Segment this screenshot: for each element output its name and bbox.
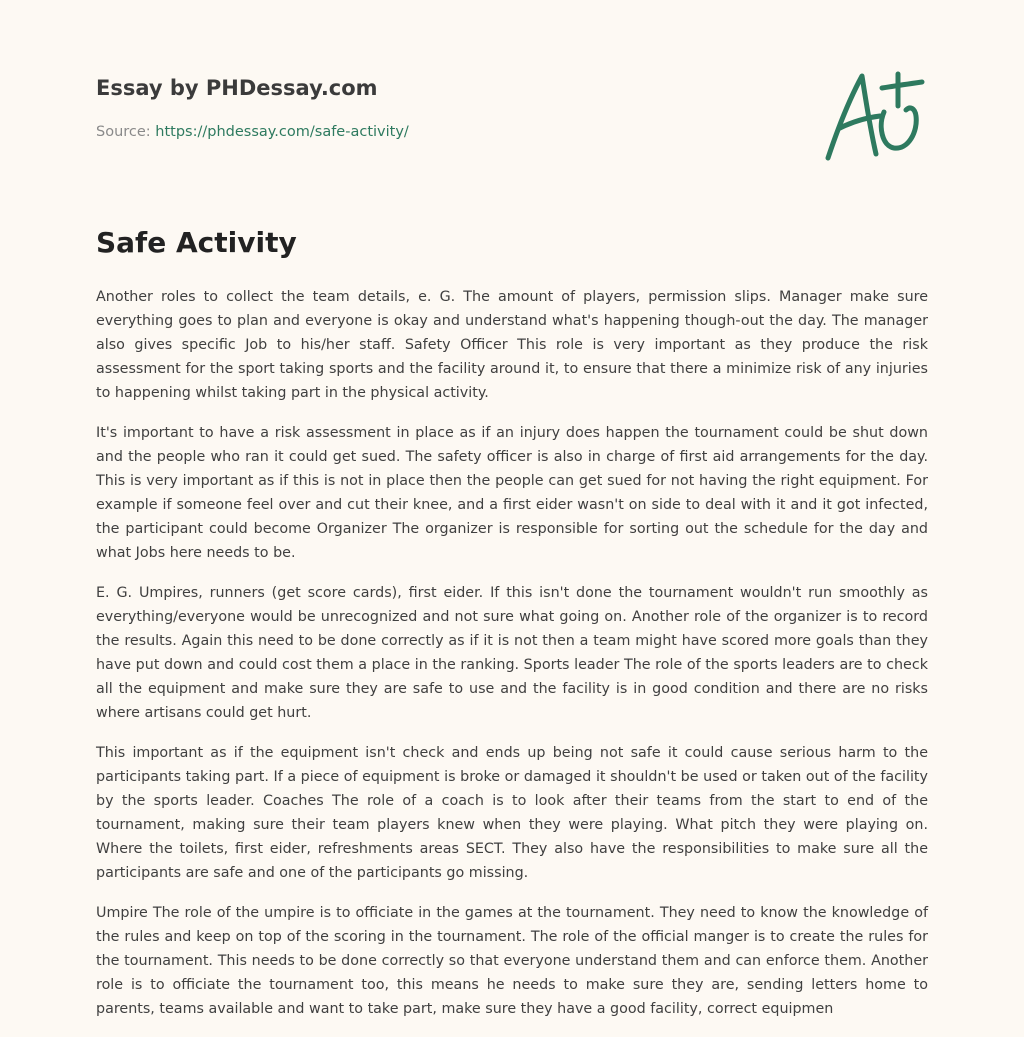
essay-body: [96, 285, 928, 1037]
essay-paragraph: Umpire The role of the umpire is to officiate in the games at the tournament. They need to know the knowledge of the rules and keep on top of the scoring in the tournament. The role of the official manger is to create the rules for the tournament. This needs to be done correctly so that everyone understand them and can enforce them. Another role is to officiate the tournament too, this means he needs to make sure they are, sending letters home to parents, teams available and want to take part, make sure they have a good facility, correct equipmen: [96, 905, 928, 1017]
site-title: Essay by PHDessay.com: [96, 76, 378, 100]
source-label: Source:: [96, 124, 151, 140]
essay-paragraph: Another roles to collect the team details, e. G. The amount of players, permission slips. Manager make sure everything goes to plan and everyone is okay and understand what's happening though-out the day. The manager also gives specific Job to his/her staff. Safety Officer This role is very important as they produce the risk assessment for the sport taking sports and the facility around it, to ensure that there a minimize risk of any injuries to happening whilst taking part in the physical activity.: [96, 289, 928, 401]
essay-paragraph: This important as if the equipment isn't check and ends up being not safe it could cause serious harm to the participants taking part. If a piece of equipment is broke or damaged it shouldn't be used or taken out of the facility by the sports leader. Coaches The role of a coach is to look after their teams from the start to end of the tournament, making sure their team players knew when they were playing. What pitch they were playing on. Where the toilets, first eider, refreshments areas SECT. They also have the responsibilities to make sure all the participants are safe and one of the participants go missing.: [96, 745, 928, 881]
source-line: [96, 124, 409, 140]
a-plus-grade-icon: [820, 66, 930, 166]
source-link[interactable]: https://phdessay.com/safe-activity/: [155, 124, 409, 140]
essay-title: Safe Activity: [96, 226, 297, 259]
essay-paragraph: It's important to have a risk assessment in place as if an injury does happen the tournament could be shut down and the people who ran it could get sued. The safety officer is also in charge of first aid arrangements for the day. This is very important as if this is not in place then the people can get sued for not having the right equipment. For example if someone feel over and cut their knee, and a first eider wasn't on side to deal with it and it got infected, the participant could become Organizer The organizer is responsible for sorting out the schedule for the day and what Jobs here needs to be.: [96, 425, 928, 561]
essay-paragraph: E. G. Umpires, runners (get score cards), first eider. If this isn't done the tournament wouldn't run smoothly as everything/everyone would be unrecognized and not sure what going on. Another role of the organizer is to record the results. Again this need to be done correctly as if it is not then a team might have scored more goals than they have put down and could cost them a place in the ranking. Sports leader The role of the sports leaders are to check all the equipment and make sure they are safe to use and the facility is in good condition and there are no risks where artisans could get hurt.: [96, 585, 928, 721]
